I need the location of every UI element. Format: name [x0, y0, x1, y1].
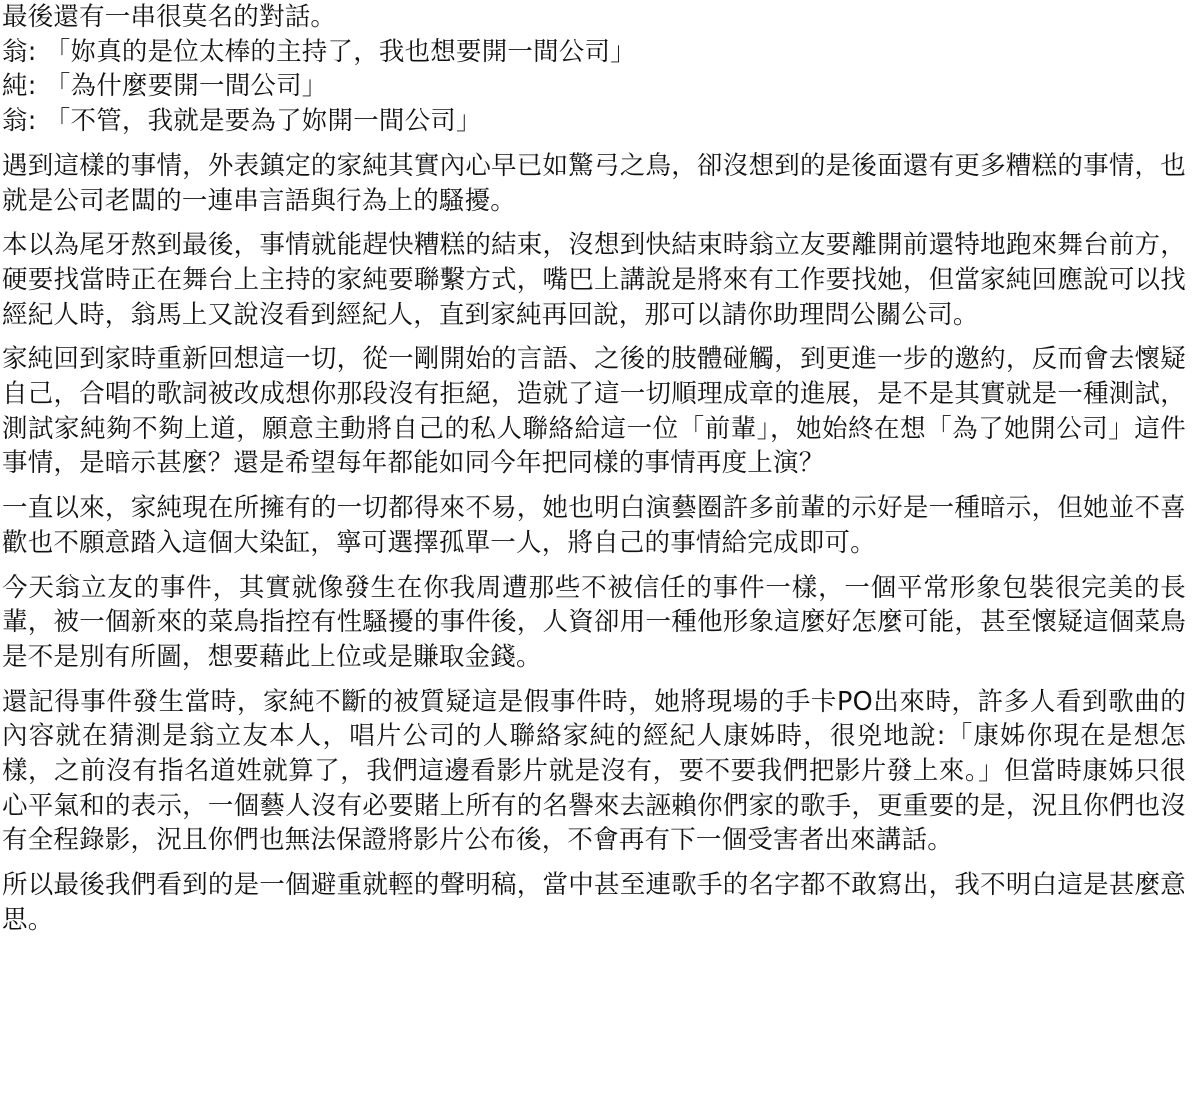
paragraph-text: 家純回到家時重新回想這一切，從一剛開始的言語、之後的肢體碰觸，到更進一步的邀約，反而會去懷疑自己，合唱的歌詞被改成想你那段沒有拒絕，造就了這一切順理成章的進展，是不是其實就是一種測試，測試家純夠不夠上道，願意主動將自己的私人聯絡給這一位「前輩」，她始終在想「為了她開公司」這件事情，是暗示甚麼？還是希望每年都能如同今年把同樣的事情再度上演？ [2, 344, 1186, 479]
paragraph-2 [2, 149, 1186, 218]
paragraph-4 [2, 342, 1186, 481]
paragraph-text: 遇到這樣的事情，外表鎮定的家純其實內心早已如驚弓之鳥，卻沒想到的是後面還有更多糟糕的事情，也就是公司老闆的一連串言語與行為上的騷擾。 [2, 150, 1186, 216]
dialogue-line-weng-reply: 翁: 「不管，我就是要為了妳開一間公司」 [2, 106, 482, 137]
dialogue-line-weng: 翁: 「妳真的是位太棒的主持了，我也想要開一間公司」 [2, 36, 636, 67]
paragraph-text: 所以最後我們看到的是一個避重就輕的聲明稿，當中甚至連歌手的名字都不敢寫出，我不明白這是甚麼意思。 [2, 870, 1186, 935]
paragraph-5 [2, 491, 1186, 560]
paragraph-text: 還記得事件發生當時，家純不斷的被質疑這是假事件時，她將現場的手卡PO出來時，許多人看到歌曲的內容就在猜測是翁立友本人，唱片公司的人聯絡家純的經紀人康姊時，很兇地說:「康姊你現在是想怎樣，之前沒有指名道姓就算了，我們這邊看影片就是沒有，要不要我們把影片發上來。」但當時康姊只很心平氣和的表示，一個藝人沒有必要賭上所有的名譽來去誣賴你們家的歌手，更重要的是，況且你們也沒有全程錄影，況且你們也無法保證將影片公布後，不會再有下一個受害者出來講話。 [2, 686, 1186, 856]
paragraph-6 [2, 571, 1186, 675]
dialogue-intro-line: 最後還有一串很莫名的對話。 [2, 2, 337, 32]
paragraph-8 [2, 868, 1186, 937]
dialogue-line-chun: 純: 「為什麼要開一間公司」 [2, 71, 328, 102]
paragraph-3 [2, 228, 1186, 332]
paragraph-text: 本以為尾牙熬到最後，事情就能趕快糟糕的結束，沒想到快結束時翁立友要離開前還特地跑來舞台前方，硬要找當時正在舞台上主持的家純要聯繫方式，嘴巴上講說是將來有工作要找她，但當家純回應說可以找經紀人時，翁馬上又說沒看到經紀人，直到家純再回說，那可以請你助理問公關公司。 [2, 230, 1186, 330]
dialogue-paragraph [2, 0, 1186, 139]
paragraph-text: 今天翁立友的事件，其實就像發生在你我周遭那些不被信任的事件一樣，一個平常形象包裝很完美的長輩，被一個新來的菜鳥指控有性騷擾的事件後，人資卻用一種他形象這麼好怎麼可能，甚至懷疑這個菜鳥是不是別有所圖，想要藉此上位或是賺取金錢。 [2, 572, 1186, 672]
paragraph-7 [2, 685, 1186, 859]
paragraph-text: 一直以來，家純現在所擁有的一切都得來不易，她也明白演藝圈許多前輩的示好是一種暗示，但她並不喜歡也不願意踏入這個大染缸，寧可選擇孤單一人，將自己的事情給完成即可。 [2, 493, 1186, 558]
